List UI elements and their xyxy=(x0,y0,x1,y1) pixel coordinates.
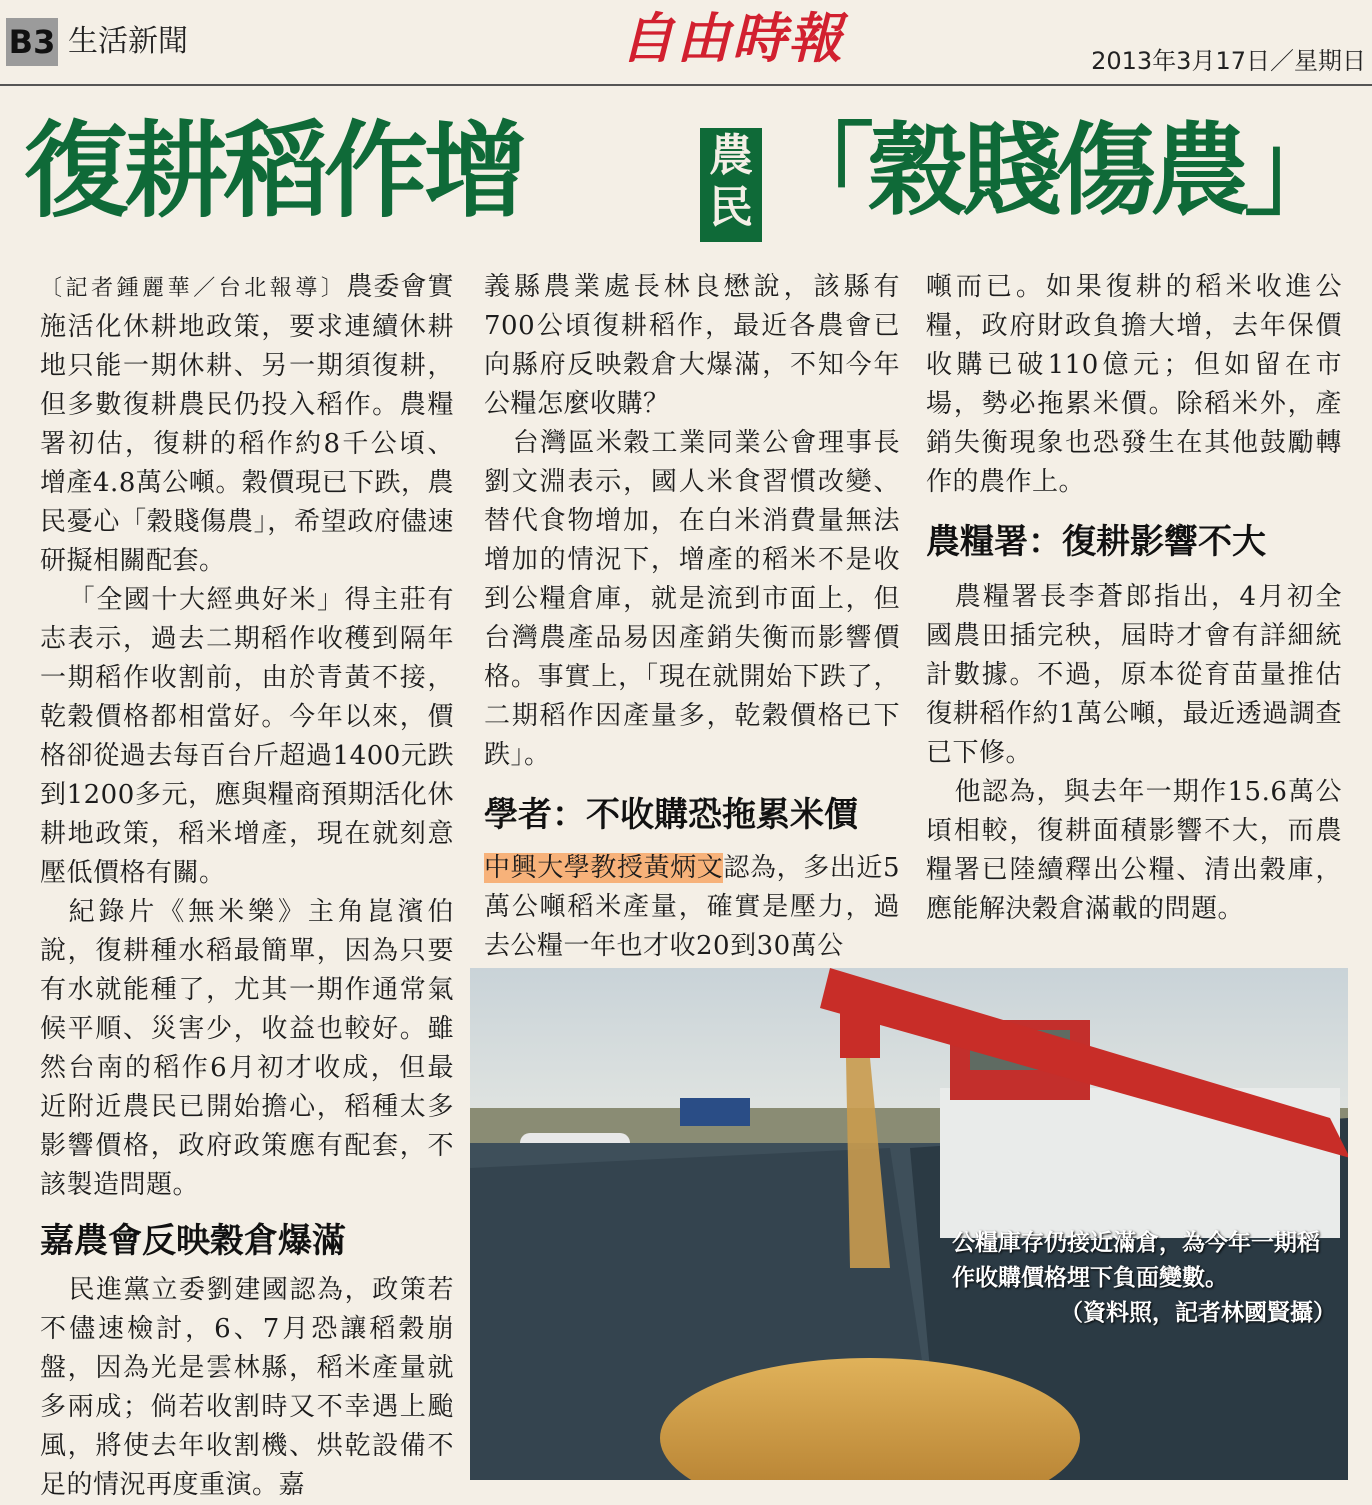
highlighted-name: 中興大學教授黃炳文 xyxy=(484,853,724,883)
headline-tag: 農民 xyxy=(709,130,753,233)
headline xyxy=(24,98,1354,248)
article-paragraph: 紀錄片《無米樂》主角崑濱伯說，復耕種水稻最簡單，因為只要有水就能種了，尤其一期作通常氣候平順、災害少，收益也較好。雖然台南的稻作6月初才收成，但最近附近農民已開始擔心，稻種太多影響價格，政府政策應有配套，不該製造問題。 xyxy=(40,897,454,1200)
article-column-3 xyxy=(926,268,1342,929)
article-paragraph: 農糧署長李蒼郎指出，4月初全國農田插完秧，屆時才會有詳細統計數據。不過，原本從育苗量推估復耕稻作約1萬公噸，最近透過調查已下修。 xyxy=(926,582,1342,768)
headline-tag-box xyxy=(700,128,762,242)
article-paragraph: 他認為，與去年一期作15.6萬公頃相較，復耕面積影響不大，而農糧署已陸續釋出公糧、清出穀庫，應能解決穀倉滿載的問題。 xyxy=(926,777,1342,924)
subheading: 嘉農會反映穀倉爆滿 xyxy=(40,1221,346,1261)
harvest-photo xyxy=(470,968,1348,1480)
article-column-2 xyxy=(484,268,900,966)
section-name: 生活新聞 xyxy=(68,24,188,59)
newspaper-logo: 自由時報 xyxy=(620,6,844,70)
article-paragraph: 民進黨立委劉建國認為，政策若不儘速檢討，6、7月恐讓稻穀崩盤，因為光是雲林縣，稻米產量就多兩成；倘若收割時又不幸遇上颱風，將使去年收割機、烘乾設備不足的情況再度重演。嘉 xyxy=(40,1275,454,1500)
byline: 〔記者鍾麗華／台北報導〕 xyxy=(40,276,347,301)
issue-date: 2013年3月17日／星期日 xyxy=(1091,47,1366,75)
article-paragraph: 台灣區米穀工業同業公會理事長劉文淵表示，國人米食習慣改變、替代食物增加，在白米消費量無法增加的情況下，增產的稻米不是收到公糧倉庫，就是流到市面上，但台灣農產品易因產銷失衡而影響價格。事實上，「現在就開始下跌了，二期稻作因產量多，乾穀價格已下跌」。 xyxy=(484,428,900,770)
headline-main: 復耕稻作增 xyxy=(24,110,525,232)
article-column-1 xyxy=(40,268,454,1505)
article-paragraph: 義縣農業處長林良懋說，該縣有700公頃復耕稻作，最近各農會已向縣府反映穀倉大爆滿，不知今年公糧怎麼收購？ xyxy=(484,272,900,419)
page-number: B3 xyxy=(6,18,58,66)
photo-caption: 公糧庫存仍接近滿倉，為今年一期稻作收購價格埋下負面變數。 （資料照，記者林國賢攝） xyxy=(952,1226,1336,1331)
article-paragraph: 「全國十大經典好米」得主莊有志表示，過去二期稻作收穫到隔年一期稻作收割前，由於青黃不接，乾穀價格都相當好。今年以來，價格卻從過去每百台斤超過1400元跌到1200多元，應與糧商預期活化休耕地政策，稻米增產，現在就刻意壓低價格有關。 xyxy=(40,585,454,888)
photo-credit: （資料照，記者林國賢攝） xyxy=(1060,1300,1336,1326)
subheading: 農糧署：復耕影響不大 xyxy=(926,522,1266,562)
subheading: 學者：不收購恐拖累米價 xyxy=(484,795,858,835)
headline-quote: 「穀賤傷農」 xyxy=(774,112,1338,229)
article-paragraph: 噸而已。如果復耕的稻米收進公糧，政府財政負擔大增，去年保價收購已破110億元；但如留在市場，勢必拖累米價。除稻米外，產銷失衡現象也恐發生在其他鼓勵轉作的農作上。 xyxy=(926,272,1342,497)
article-paragraph: 〔記者鍾麗華／台北報導〕農委會實施活化休耕地政策，要求連續休耕地只能一期休耕、另一期須復耕，但多數復耕農民仍投入稻作。農糧署初估，復耕的稻作約8千公頃、增產4.8萬公噸。穀價現已下跌，農民憂心「穀賤傷農」，希望政府儘速研擬相關配套。 xyxy=(40,272,454,576)
article-paragraph: 中興大學教授黃炳文認為，多出近5萬公噸稻米產量，確實是壓力，過去公糧一年也才收20到30萬公 xyxy=(484,853,900,961)
masthead-divider xyxy=(0,84,1372,86)
harvester-illustration xyxy=(470,968,1348,1480)
masthead xyxy=(0,0,1372,86)
